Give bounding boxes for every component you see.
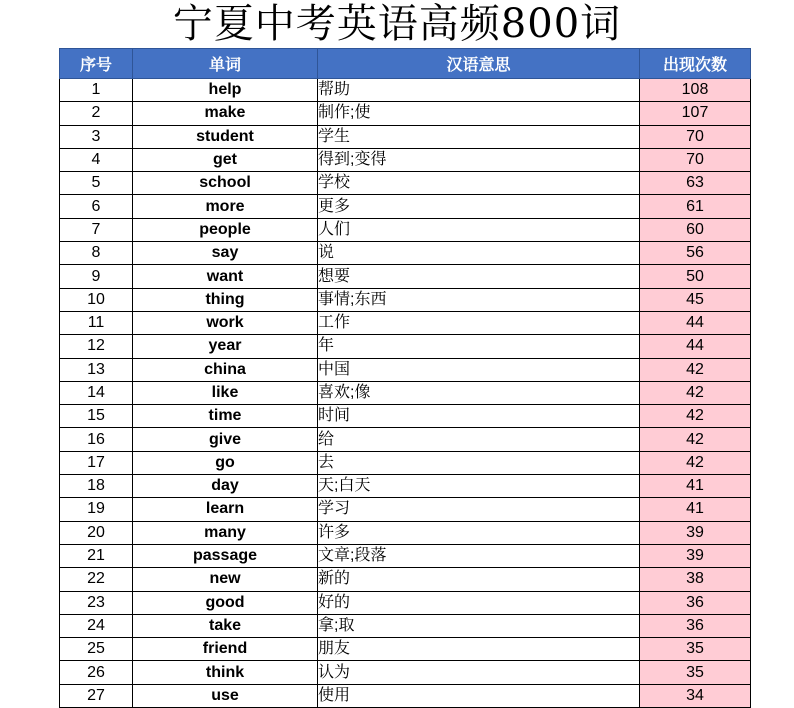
table-row <box>60 475 751 498</box>
row-meaning: 学习 <box>318 498 640 521</box>
table-row <box>60 195 751 218</box>
row-count: 34 <box>640 684 751 707</box>
row-meaning: 使用 <box>318 684 640 707</box>
row-number: 17 <box>60 451 133 474</box>
row-word: go <box>133 451 318 474</box>
table-row <box>60 311 751 334</box>
row-meaning: 去 <box>318 451 640 474</box>
row-word: work <box>133 311 318 334</box>
row-count: 35 <box>640 661 751 684</box>
row-meaning: 天;白天 <box>318 475 640 498</box>
row-number: 4 <box>60 148 133 171</box>
row-meaning: 说 <box>318 242 640 265</box>
table-row <box>60 335 751 358</box>
table-row <box>60 102 751 125</box>
row-number: 12 <box>60 335 133 358</box>
row-number: 13 <box>60 358 133 381</box>
table-row <box>60 148 751 171</box>
table-row <box>60 218 751 241</box>
table-row <box>60 544 751 567</box>
row-word: make <box>133 102 318 125</box>
row-count: 60 <box>640 218 751 241</box>
table-body <box>60 79 751 708</box>
row-meaning: 制作;使 <box>318 102 640 125</box>
row-count: 45 <box>640 288 751 311</box>
row-count: 42 <box>640 428 751 451</box>
row-meaning: 工作 <box>318 311 640 334</box>
row-number: 16 <box>60 428 133 451</box>
row-count: 70 <box>640 125 751 148</box>
row-number: 2 <box>60 102 133 125</box>
table-row <box>60 358 751 381</box>
row-number: 26 <box>60 661 133 684</box>
row-word: school <box>133 172 318 195</box>
row-word: think <box>133 661 318 684</box>
table-row <box>60 661 751 684</box>
row-number: 6 <box>60 195 133 218</box>
row-count: 44 <box>640 335 751 358</box>
row-number: 8 <box>60 242 133 265</box>
row-count: 38 <box>640 568 751 591</box>
header-count: 出现次数 <box>640 49 751 79</box>
table-row <box>60 405 751 428</box>
row-count: 36 <box>640 591 751 614</box>
row-number: 20 <box>60 521 133 544</box>
row-meaning: 帮助 <box>318 79 640 102</box>
row-meaning: 更多 <box>318 195 640 218</box>
table-row <box>60 428 751 451</box>
row-number: 27 <box>60 684 133 707</box>
table-row <box>60 498 751 521</box>
row-word: thing <box>133 288 318 311</box>
row-count: 44 <box>640 311 751 334</box>
header-num: 序号 <box>60 49 133 79</box>
row-word: use <box>133 684 318 707</box>
row-count: 41 <box>640 475 751 498</box>
row-number: 7 <box>60 218 133 241</box>
row-count: 39 <box>640 544 751 567</box>
row-count: 36 <box>640 614 751 637</box>
row-count: 108 <box>640 79 751 102</box>
row-word: get <box>133 148 318 171</box>
row-number: 9 <box>60 265 133 288</box>
row-number: 3 <box>60 125 133 148</box>
row-word: china <box>133 358 318 381</box>
row-meaning: 学生 <box>318 125 640 148</box>
table-row <box>60 242 751 265</box>
row-word: people <box>133 218 318 241</box>
table-header-row <box>60 49 751 79</box>
row-meaning: 文章;段落 <box>318 544 640 567</box>
row-meaning: 好的 <box>318 591 640 614</box>
row-number: 15 <box>60 405 133 428</box>
row-meaning: 人们 <box>318 218 640 241</box>
row-meaning: 学校 <box>318 172 640 195</box>
row-count: 39 <box>640 521 751 544</box>
row-number: 14 <box>60 381 133 404</box>
row-count: 107 <box>640 102 751 125</box>
row-number: 24 <box>60 614 133 637</box>
table-row <box>60 614 751 637</box>
row-count: 41 <box>640 498 751 521</box>
table-row <box>60 591 751 614</box>
row-count: 70 <box>640 148 751 171</box>
row-number: 1 <box>60 79 133 102</box>
table-row <box>60 125 751 148</box>
table-row <box>60 79 751 102</box>
table-row <box>60 684 751 707</box>
table-row <box>60 638 751 661</box>
row-word: want <box>133 265 318 288</box>
row-meaning: 想要 <box>318 265 640 288</box>
row-count: 42 <box>640 451 751 474</box>
page-title: 宁夏中考英语高频800词 <box>172 1 622 47</box>
row-count: 42 <box>640 381 751 404</box>
table-row <box>60 381 751 404</box>
row-meaning: 拿;取 <box>318 614 640 637</box>
row-meaning: 喜欢;像 <box>318 381 640 404</box>
row-word: day <box>133 475 318 498</box>
row-meaning: 许多 <box>318 521 640 544</box>
row-word: passage <box>133 544 318 567</box>
row-word: many <box>133 521 318 544</box>
row-word: give <box>133 428 318 451</box>
row-word: learn <box>133 498 318 521</box>
row-number: 22 <box>60 568 133 591</box>
row-word: new <box>133 568 318 591</box>
row-number: 19 <box>60 498 133 521</box>
row-number: 18 <box>60 475 133 498</box>
row-count: 42 <box>640 358 751 381</box>
row-meaning: 得到;变得 <box>318 148 640 171</box>
row-number: 23 <box>60 591 133 614</box>
row-count: 63 <box>640 172 751 195</box>
row-word: friend <box>133 638 318 661</box>
header-word: 单词 <box>133 49 318 79</box>
row-word: year <box>133 335 318 358</box>
row-count: 56 <box>640 242 751 265</box>
row-meaning: 年 <box>318 335 640 358</box>
row-meaning: 中国 <box>318 358 640 381</box>
row-meaning: 时间 <box>318 405 640 428</box>
row-word: student <box>133 125 318 148</box>
table-row <box>60 288 751 311</box>
row-word: like <box>133 381 318 404</box>
header-meaning: 汉语意思 <box>318 49 640 79</box>
row-count: 61 <box>640 195 751 218</box>
row-meaning: 新的 <box>318 568 640 591</box>
row-word: time <box>133 405 318 428</box>
row-word: more <box>133 195 318 218</box>
table-row <box>60 568 751 591</box>
row-word: say <box>133 242 318 265</box>
table-row <box>60 265 751 288</box>
row-meaning: 朋友 <box>318 638 640 661</box>
row-word: take <box>133 614 318 637</box>
row-count: 35 <box>640 638 751 661</box>
vocabulary-table <box>59 48 751 708</box>
row-count: 50 <box>640 265 751 288</box>
row-number: 25 <box>60 638 133 661</box>
row-number: 5 <box>60 172 133 195</box>
row-number: 21 <box>60 544 133 567</box>
row-number: 11 <box>60 311 133 334</box>
row-count: 42 <box>640 405 751 428</box>
row-meaning: 认为 <box>318 661 640 684</box>
row-meaning: 事情;东西 <box>318 288 640 311</box>
row-number: 10 <box>60 288 133 311</box>
table-row <box>60 451 751 474</box>
table-row <box>60 521 751 544</box>
row-meaning: 给 <box>318 428 640 451</box>
row-word: help <box>133 79 318 102</box>
row-word: good <box>133 591 318 614</box>
table-row <box>60 172 751 195</box>
